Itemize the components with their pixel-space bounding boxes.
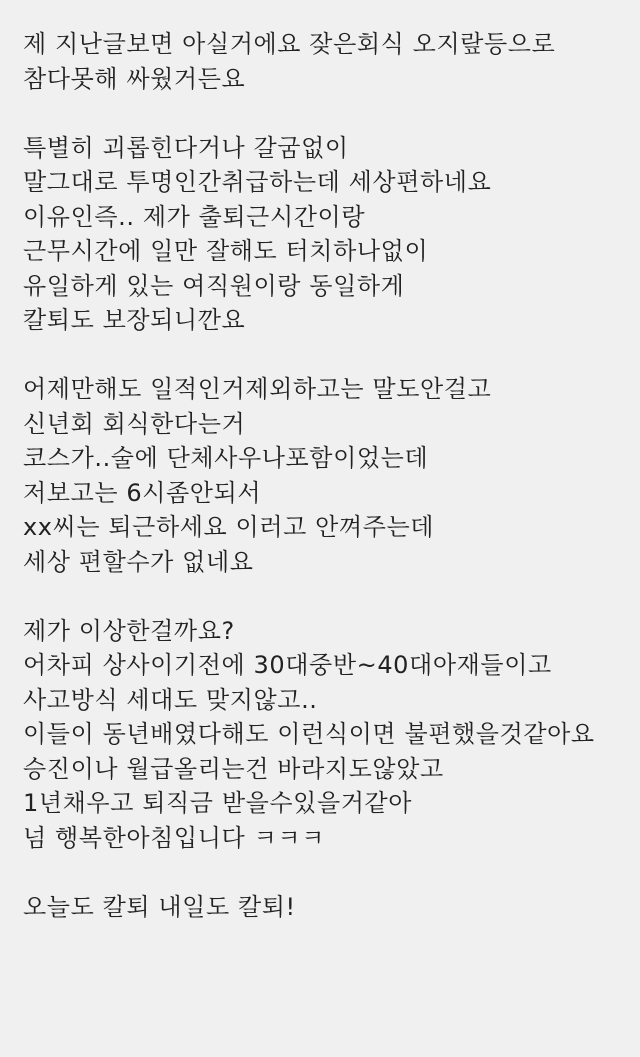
text-line: 어제만해도 일적인거제외하고는 말도안걸고 bbox=[23, 375, 492, 403]
text-line: 오늘도 칼퇴 내일도 칼퇴! bbox=[23, 892, 296, 921]
text-line: 사고방식 세대도 맞지않고.. bbox=[23, 685, 318, 714]
text-line: 특별히 괴롭힌다거나 갈굼없이 bbox=[23, 133, 349, 162]
text-line: 말그대로 투명인간취급하는데 세상편하네요 bbox=[23, 168, 492, 196]
text-line: 참다못해 싸웠거든요 bbox=[23, 64, 246, 93]
paragraph-3 bbox=[23, 372, 640, 579]
text-line: 제가 이상한걸까요? bbox=[23, 616, 235, 645]
text-line: 칼퇴도 보장되니깐요 bbox=[23, 306, 246, 334]
paragraph-5 bbox=[23, 890, 640, 925]
text-line: 신년회 회식한다는거 bbox=[23, 409, 246, 438]
paragraph-1 bbox=[23, 27, 640, 96]
text-line: 승진이나 월급올리는건 바라지도않았고 bbox=[23, 754, 444, 783]
text-line: 제 지난글보면 아실거에요 잦은회식 오지랖등으로 bbox=[23, 30, 556, 58]
paragraph-4 bbox=[23, 614, 640, 856]
text-line: 1년채우고 퇴직금 받을수있을거같아 bbox=[23, 789, 413, 817]
text-line: 저보고는 6시좀안되서 bbox=[23, 478, 262, 507]
text-line: xx씨는 퇴근하세요 이러고 안껴주는데 bbox=[23, 513, 435, 541]
text-line: 이유인즉.. 제가 출퇴근시간이랑 bbox=[23, 202, 366, 231]
text-line: 유일하게 있는 여직원이랑 동일하게 bbox=[23, 271, 405, 300]
text-line: 근무시간에 일만 잘해도 터치하나없이 bbox=[23, 237, 429, 265]
text-line: 세상 편할수가 없네요 bbox=[23, 547, 254, 576]
text-line: 코스가..술에 단체사우나포함이었는데 bbox=[23, 444, 429, 472]
paragraph-2 bbox=[23, 131, 640, 338]
text-line: 넘 행복한아침입니다 ㅋㅋㅋ bbox=[23, 823, 325, 852]
text-line: 이들이 동년배였다해도 이런식이면 불편했을것같아요 bbox=[23, 720, 595, 748]
text-line: 어차피 상사이기전에 30대중반~40대아재들이고 bbox=[23, 651, 552, 679]
